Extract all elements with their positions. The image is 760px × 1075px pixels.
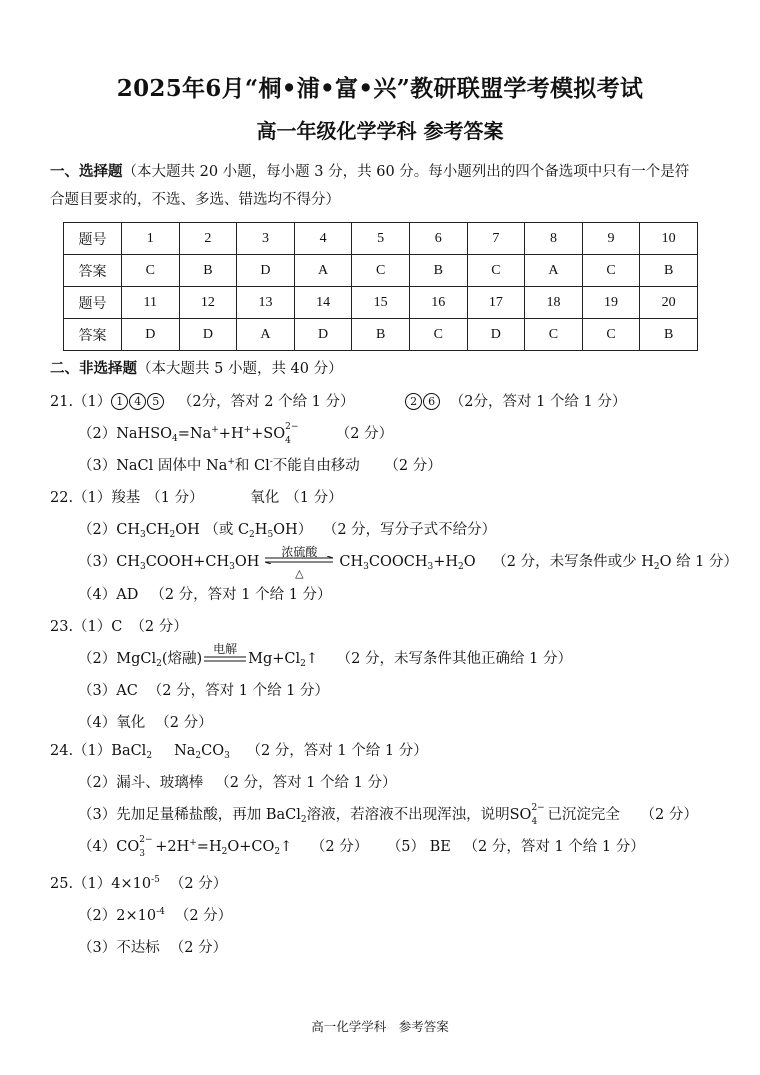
table-cell: C bbox=[582, 319, 640, 351]
q25-part1: $25.(1)4\times 10^{-5}$ （2 分） bbox=[50, 875, 228, 892]
table-row-header: 题号 bbox=[64, 287, 122, 319]
table-cell: 10 bbox=[640, 223, 698, 255]
q21-part2: （2）NaHSO$_4$=Na++H++SO 2− 4 （2 分） bbox=[78, 422, 394, 446]
page-footer: 高一化学学科 参考答案 bbox=[311, 1019, 449, 1034]
gas-arrow-icon: ↑ bbox=[305, 651, 319, 667]
circled-number: 2 bbox=[405, 393, 422, 410]
table-cell: 2 bbox=[179, 223, 237, 255]
circled-number: 1 bbox=[111, 393, 128, 410]
section1-desc-line2: 合题目要求的，不选、多选、错选均不得分） bbox=[50, 192, 340, 208]
table-cell: 13 bbox=[237, 287, 295, 319]
q24-part3: （3）先加足量稀盐酸，再加 BaCl$_2$溶液，若溶液不出现浑浊，说明SO 2− 4 已沉淀完全 （2 分） bbox=[78, 803, 698, 827]
table-cell: 20 bbox=[640, 287, 698, 319]
table-cell: C bbox=[409, 319, 467, 351]
table-cell: B bbox=[409, 255, 467, 287]
q23-part4: （4）氧化 （2 分） bbox=[78, 715, 213, 731]
table-cell: 8 bbox=[525, 223, 583, 255]
q24-part2: （2）漏斗、玻璃棒 （2 分，答对 1 个给 1 分） bbox=[78, 775, 397, 791]
q23-part1: 23.（1）C （2 分） bbox=[50, 619, 188, 635]
table-row-header: 答案 bbox=[64, 255, 122, 287]
q21-part3: （3）NaCl 固体中 Na+和 Cl-不能自由移动 （2 分） bbox=[78, 457, 442, 474]
q25-part2: $(2)2\times 10^{-4}$ （2 分） bbox=[78, 907, 233, 924]
table-cell: C bbox=[122, 255, 180, 287]
table-cell: B bbox=[640, 319, 698, 351]
table-cell: D bbox=[294, 319, 352, 351]
section2-intro bbox=[50, 355, 715, 383]
circled-number: 4 bbox=[129, 393, 146, 410]
table-cell: 12 bbox=[179, 287, 237, 319]
table-cell: 4 bbox=[294, 223, 352, 255]
answer-table bbox=[63, 222, 698, 351]
circled-number: 6 bbox=[423, 393, 440, 410]
electrolysis-equals-sign: 电解 bbox=[213, 642, 238, 656]
q22-part4: （4）AD （2 分，答对 1 个给 1 分） bbox=[78, 587, 332, 603]
table-cell: 7 bbox=[467, 223, 525, 255]
table-cell: A bbox=[237, 319, 295, 351]
table-cell: B bbox=[179, 255, 237, 287]
table-cell: D bbox=[122, 319, 180, 351]
table-cell: 17 bbox=[467, 287, 525, 319]
reversible-reaction-arrow: 浓硫酸 △ bbox=[263, 552, 335, 572]
gas-arrow-icon: ↑ bbox=[280, 839, 293, 855]
table-row bbox=[64, 287, 698, 319]
q22-part1: 22.（1）羧基 （1 分） 氧化 （1 分） bbox=[50, 490, 343, 506]
table-cell: C bbox=[352, 255, 410, 287]
table-cell: 5 bbox=[352, 223, 410, 255]
table-row bbox=[64, 223, 698, 255]
table-cell: 15 bbox=[352, 287, 410, 319]
section1-intro bbox=[50, 158, 715, 214]
q21-part1: 21.（1） 1 4 5 （2分，答对 2 个给 1 分） 2 6 （2分，答对 1 个给 1 分） bbox=[50, 394, 627, 410]
table-cell: 16 bbox=[409, 287, 467, 319]
q25-part3: （3）不达标 （2 分） bbox=[78, 940, 228, 956]
section2-label: 二、非选择题 bbox=[50, 360, 137, 377]
table-cell: 18 bbox=[525, 287, 583, 319]
q22-part2: $(2)CH_3CH_2OH$ （或 $C_2H_5OH$） （2 分，写分子式不给分） bbox=[78, 522, 497, 540]
table-cell: 14 bbox=[294, 287, 352, 319]
q23-part2: （2）MgCl$_2$(熔融) 电解 $Mg+Cl_2↑$ （2 分，未写条件其他正确给 1 分） bbox=[78, 642, 572, 669]
section1-desc-line1: （本大题共 20 小题，每小题 3 分，共 60 分。每小题列出的四个备选项中只有一个是符 bbox=[122, 164, 690, 180]
table-cell: C bbox=[582, 255, 640, 287]
table-cell: B bbox=[640, 255, 698, 287]
table-cell: 19 bbox=[582, 287, 640, 319]
table-cell: 9 bbox=[582, 223, 640, 255]
table-cell: A bbox=[294, 255, 352, 287]
section2-desc: （本大题共 5 小题，共 40 分） bbox=[137, 361, 343, 377]
table-cell: D bbox=[237, 255, 295, 287]
exam-subtitle: 高一年级化学学科 参考答案 bbox=[256, 119, 504, 143]
q22-part3: $(3)CH_3COOH+CH_3OH$ 浓硫酸 △ $CH_3COOCH_3+H_2O$ （2 分，未写条件或少 $H_2O$ 给 1 分） bbox=[78, 545, 739, 580]
table-cell: D bbox=[179, 319, 237, 351]
table-cell: 6 bbox=[409, 223, 467, 255]
q24-part1: 24.（1）BaCl$_2$ $Na_2CO_3$ （2 分，答对 1 个给 1 分） bbox=[50, 743, 428, 761]
circled-number: 5 bbox=[147, 393, 164, 410]
table-row bbox=[64, 255, 698, 287]
table-cell: 11 bbox=[122, 287, 180, 319]
table-cell: C bbox=[525, 319, 583, 351]
table-cell: 1 bbox=[122, 223, 180, 255]
table-row-header: 答案 bbox=[64, 319, 122, 351]
table-cell: A bbox=[525, 255, 583, 287]
table-cell: B bbox=[352, 319, 410, 351]
table-cell: D bbox=[467, 319, 525, 351]
q24-part4-5: （4）CO 2− 3 $+2H^+=H_2O+CO_2↑$ （2 分） （5） BE （2 分，答对 1 个给 1 分） bbox=[78, 835, 645, 859]
table-cell: C bbox=[467, 255, 525, 287]
section1-label: 一、选择题 bbox=[50, 163, 123, 180]
exam-title: 2025年6月“桐•浦•富•兴”教研联盟学考模拟考试 bbox=[116, 75, 644, 102]
q23-part3: （3）AC （2 分，答对 1 个给 1 分） bbox=[78, 683, 330, 699]
table-cell: 3 bbox=[237, 223, 295, 255]
table-row bbox=[64, 319, 698, 351]
table-row-header: 题号 bbox=[64, 223, 122, 255]
